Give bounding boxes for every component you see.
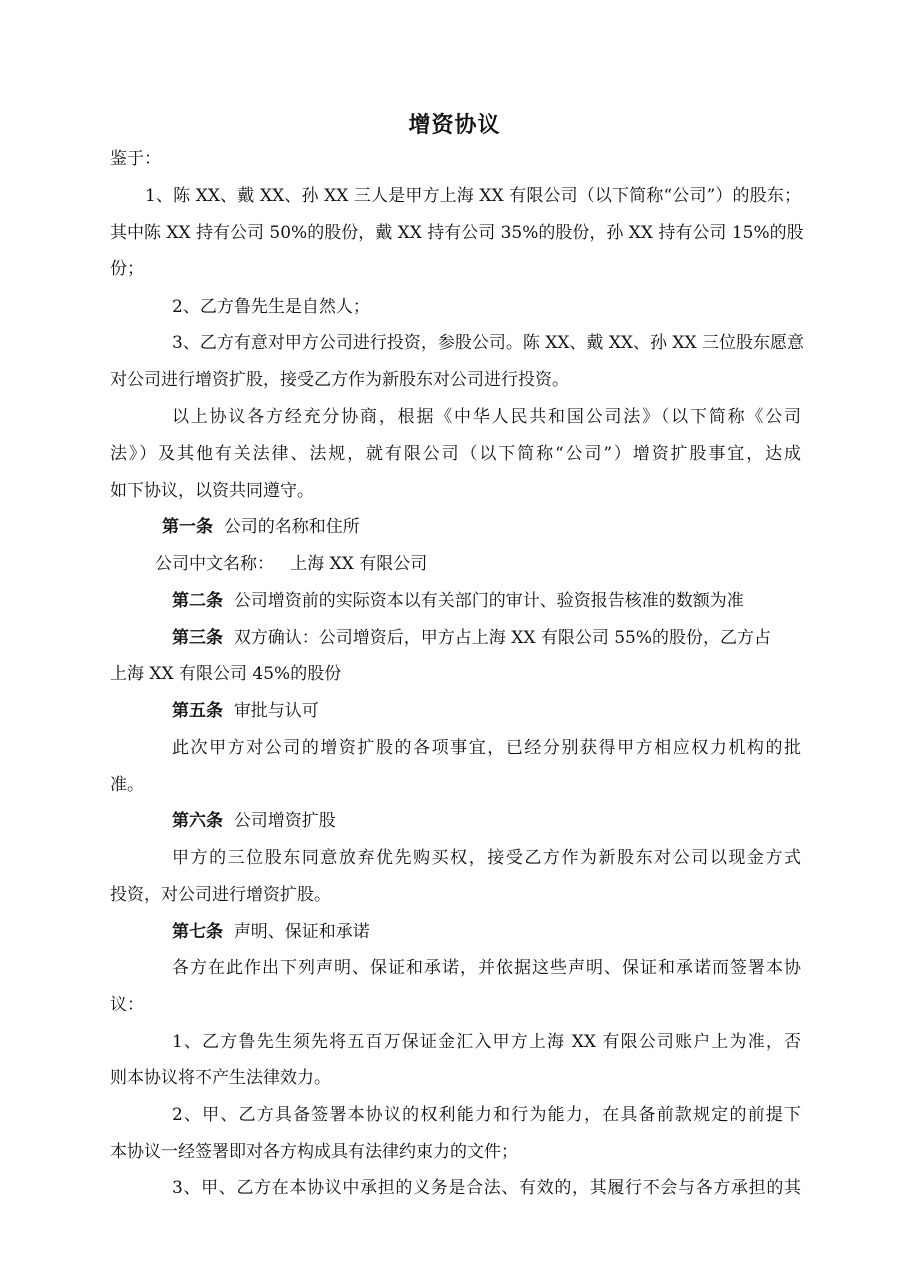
company-name-line — [155, 553, 801, 575]
article-7-item-1-line-2: 则本协议将不产生法律效力。 — [110, 1068, 331, 1088]
article-2-text: 公司增资前的实际资本以有关部门的审计、验资报告核准的数额为准 — [233, 591, 744, 611]
article-6-line-1: 甲方的三位股东同意放弃优先购买权，接受乙方作为新股东对公司以现金方式 — [172, 848, 801, 868]
article-6-title: 公司增资扩股 — [233, 811, 336, 831]
article-3-line-1 — [172, 627, 801, 649]
article-2-line — [172, 590, 801, 612]
article-3-heading: 第三条 — [172, 628, 223, 648]
article-7-title: 声明、保证和承诺 — [233, 922, 370, 942]
article-6-line-2: 投资，对公司进行增资扩股。 — [110, 885, 331, 905]
company-name-label: 公司中文名称： — [155, 554, 274, 574]
document-title: 增资协议 — [408, 113, 501, 138]
article-5-line-1: 此次甲方对公司的增资扩股的各项事宜，已经分别获得甲方相应权力机构的批 — [172, 738, 801, 758]
preamble-line-3: 如下协议，以资共同遵守。 — [110, 481, 314, 501]
article-6-heading: 第六条 — [172, 811, 223, 831]
article-5-heading: 第五条 — [172, 701, 223, 721]
article-1-heading: 第一条 — [162, 517, 213, 537]
article-1-title: 公司的名称和住所 — [223, 517, 360, 537]
article-7-intro-line-1: 各方在此作出下列声明、保证和承诺，并依据这些声明、保证和承诺而签署本协 — [172, 958, 801, 978]
article-7-heading: 第七条 — [172, 922, 223, 942]
article-7-heading-line — [172, 921, 801, 943]
article-7-item-2-line-1: 2、甲、乙方具备签署本协议的权利能力和行为能力，在具备前款规定的前提下 — [172, 1105, 801, 1125]
article-5-title: 审批与认可 — [233, 701, 319, 721]
article-6-heading-line — [172, 810, 801, 832]
article-7-item-2-line-2: 本协议一经签署即对各方构成具有法律约束力的文件； — [110, 1142, 518, 1162]
recital-1-line-3: 份； — [110, 259, 144, 279]
article-3-text-1: 双方确认：公司增资后，甲方占上海 XX 有限公司 55%的股份，乙方占 — [233, 628, 772, 648]
whereas-label: 鉴于： — [110, 149, 161, 169]
article-1-heading-line — [162, 516, 801, 538]
article-5-heading-line — [172, 700, 801, 722]
preamble-line-2: 法》）及其他有关法律、法规，就有限公司（以下简称“公司”）增资扩股事宜，达成 — [110, 444, 801, 464]
recital-1-line-2: 其中陈 XX 持有公司 50%的股份，戴 XX 持有公司 35%的股份，孙 XX 持有公司 15%的股 — [110, 223, 804, 243]
recital-2: 2、乙方鲁先生是自然人； — [172, 297, 370, 317]
company-name-value: 上海 XX 有限公司 — [290, 554, 428, 574]
article-3-line-2: 上海 XX 有限公司 45%的股份 — [110, 664, 342, 684]
recital-3-line-1: 3、乙方有意对甲方公司进行投资，参股公司。陈 XX、戴 XX、孙 XX 三位股东愿意 — [172, 333, 805, 353]
article-2-heading: 第二条 — [172, 591, 223, 611]
article-7-item-3-line-1: 3、甲、乙方在本协议中承担的义务是合法、有效的，其履行不会与各方承担的其 — [172, 1178, 801, 1198]
article-7-item-1-line-1: 1、乙方鲁先生须先将五百万保证金汇入甲方上海 XX 有限公司账户上为准，否 — [172, 1032, 801, 1052]
preamble-line-1: 以上协议各方经充分协商，根据《中华人民共和国公司法》（以下简称《公司 — [172, 407, 801, 427]
article-7-intro-line-2: 议： — [110, 995, 144, 1015]
recital-3-line-2: 对公司进行增资扩股，接受乙方作为新股东对公司进行投资。 — [110, 370, 569, 390]
article-5-line-2: 准。 — [110, 775, 144, 795]
recital-1-line-1: 1、陈 XX、戴 XX、孙 XX 三人是甲方上海 XX 有限公司（以下简称“公司”）的股东； — [145, 186, 801, 206]
